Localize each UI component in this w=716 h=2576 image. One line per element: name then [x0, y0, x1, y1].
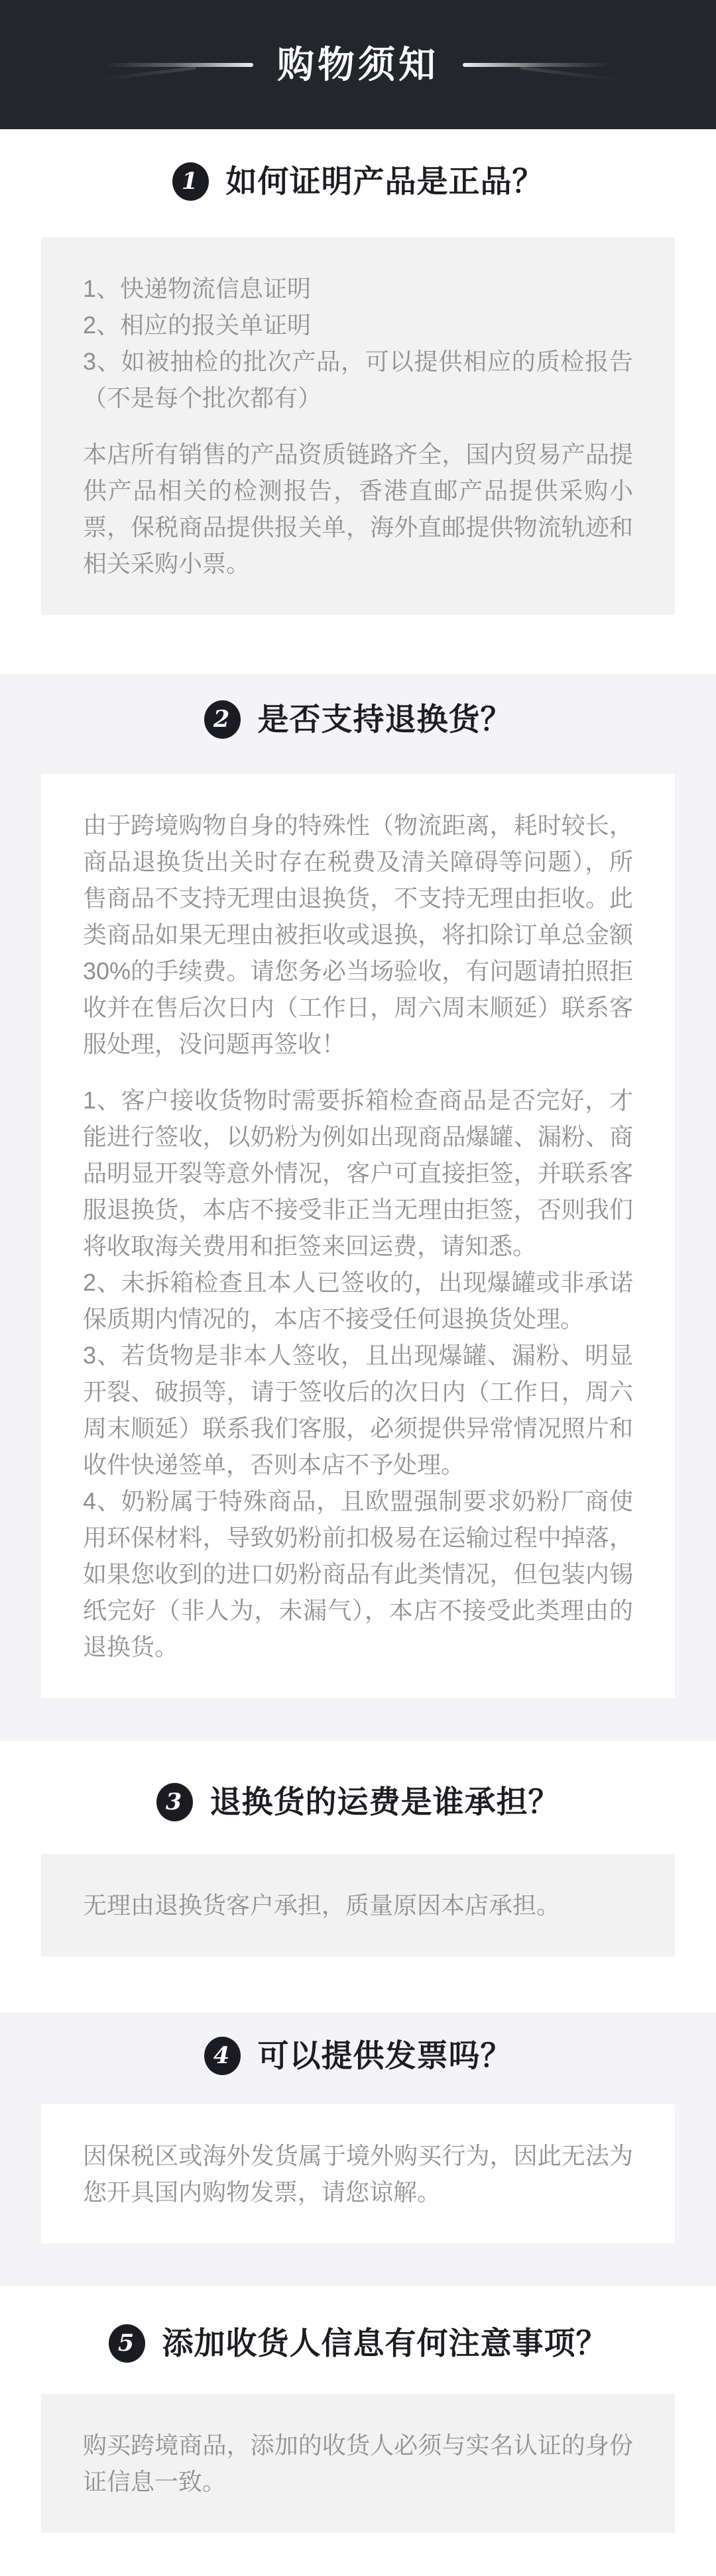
section-question: 是否支持退换货？: [257, 701, 512, 737]
body-paragraph: 由于跨境购物自身的特殊性（物流距离，耗时较长，商品退换货出关时存在税费及清关障碍等问题），所售商品不支持无理由退换货，不支持无理由拒收。此类商品如果无理由被拒收或退换，将扣除订单总金额30%的手续费。请您务必当场验收，有问题请拍照拒收并在售后次日内（工作日，周六周末顺延）联系客服处理，没问题再签收！: [83, 812, 633, 1057]
section-body-box: [41, 237, 675, 615]
body-paragraph: 本店所有销售的产品资质链路齐全，国内贸易产品提供产品相关的检测报告，香港直邮产品提供采购小票，保税商品提供报关单，海外直邮提供物流轨迹和相关采购小票。: [83, 441, 633, 577]
section-question: 退换货的运费是谁承担？: [209, 1784, 560, 1819]
page-title: 购物须知: [277, 43, 439, 85]
decor-line-right-icon: [463, 63, 610, 67]
page-header: [0, 0, 716, 129]
body-paragraph: 因保税区或海外发货属于境外购买行为，因此无法为您开具国内购物发票，请您谅解。: [83, 2142, 633, 2206]
body-paragraph: 1、快递物流信息证明: [83, 275, 312, 302]
section-heading: [0, 162, 716, 201]
section-heading: [0, 700, 716, 739]
section-body-box: [41, 2394, 675, 2533]
body-paragraph: 无理由退换货客户承担，质量原因本店承担。: [83, 1892, 561, 1919]
section-number: 3: [165, 1788, 182, 1815]
section-question: 可以提供发票吗？: [257, 2037, 512, 2073]
section-number-badge-icon: [172, 162, 209, 201]
section-number-badge-icon: [156, 1783, 193, 1821]
section-number: 5: [117, 2329, 135, 2357]
section-number-badge-icon: [204, 700, 241, 739]
section-heading: [0, 2324, 716, 2363]
section-question: 如何证明产品是正品？: [225, 163, 544, 199]
faq-section: [0, 1783, 716, 1957]
section-number: 2: [213, 705, 230, 733]
section-question: 添加收货人信息有何注意事项？: [162, 2325, 608, 2361]
faq-section: [0, 2013, 716, 2286]
section-body-box: [41, 2104, 675, 2243]
body-paragraph: 2、相应的报关单证明: [83, 311, 312, 339]
section-number: 4: [213, 2041, 230, 2069]
section-body-box: [41, 774, 675, 1698]
body-paragraph: 购买跨境商品，添加的收货人必须与实名认证的身份证信息一致。: [83, 2432, 633, 2495]
body-paragraph: 4、奶粉属于特殊商品，且欧盟强制要求奶粉厂商使用环保材料，导致奶粉前扣极易在运输过程中掉落，如果您收到的进口奶粉商品有此类情况，但包装内锡纸完好（非人为，未漏气），本店不接受此类理由的退换货。: [83, 1487, 633, 1660]
body-paragraph: 2、未拆箱检查且本人已签收的，出现爆罐或非承诺保质期内情况的，本店不接受任何退换货处理。: [83, 1269, 633, 1332]
faq-section: [0, 2324, 716, 2533]
faq-section: [0, 674, 716, 1741]
body-paragraph: 3、若货物是非本人签收，且出现爆罐、漏粉、明显开裂、破损等，请于签收后的次日内（工作日，周六周末顺延）联系我们客服，必须提供异常情况照片和收件快递签单，否则本店不予处理。: [83, 1342, 633, 1478]
decor-line-left-icon: [106, 63, 253, 67]
paragraph-gap: [83, 416, 633, 436]
section-heading: [0, 1783, 716, 1821]
body-paragraph: 3、如被抽检的批次产品，可以提供相应的质检报告（不是每个批次都有）: [83, 348, 633, 411]
paragraph-gap: [83, 1062, 633, 1082]
section-body-box: [41, 1854, 675, 1957]
faq-section: [0, 162, 716, 615]
section-number: 1: [181, 167, 198, 195]
section-heading: [0, 2037, 716, 2075]
body-paragraph: 1、客户接收货物时需要拆箱检查商品是否完好，才能进行签收，以奶粉为例如出现商品爆罐、漏粉、商品明显开裂等意外情况，客户可直接拒签，并联系客服退换货，本店不接受非正当无理由拒签，否则我们将收取海关费用和拒签来回运费，请知悉。: [83, 1087, 633, 1260]
faq-sections-container: [0, 162, 716, 2533]
section-number-badge-icon: [109, 2324, 145, 2363]
section-number-badge-icon: [204, 2037, 241, 2075]
